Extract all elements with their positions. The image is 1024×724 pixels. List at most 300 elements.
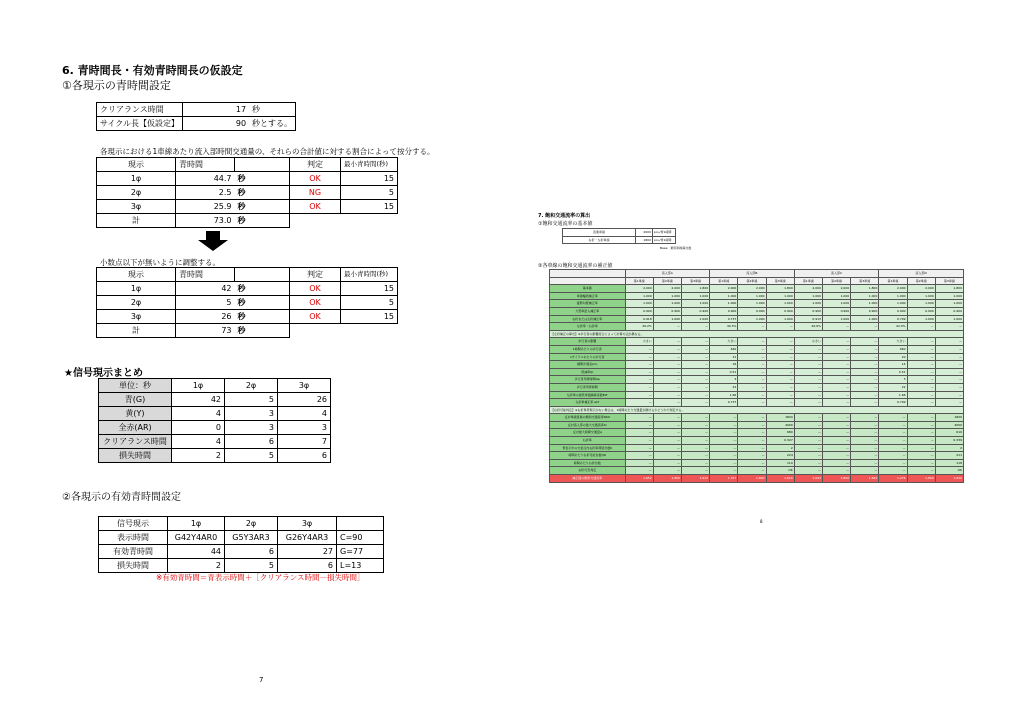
min-green-value: 15 [341, 310, 398, 324]
row-value: — [935, 391, 963, 399]
row-value: — [710, 421, 738, 429]
approach-header: 流入部D [879, 270, 964, 278]
row-value: 118 [935, 459, 963, 467]
header-min-green: 最小青時間(秒) [341, 158, 398, 172]
row-value: 1.000 [766, 292, 794, 300]
row-value: — [681, 444, 709, 452]
row-value: — [851, 429, 879, 437]
eff-header-2: 2φ [225, 517, 278, 531]
row-value: — [710, 444, 738, 452]
row-value: — [822, 437, 850, 445]
row-value: — [822, 383, 850, 391]
row-value: — [935, 345, 963, 353]
row-value: — [879, 414, 907, 422]
row-value: — [681, 345, 709, 353]
row-label: 歩行者の影響 [550, 338, 626, 346]
row-value: 26.2% [625, 323, 653, 331]
row-value: 2,000 [879, 285, 907, 293]
row-value: — [907, 452, 935, 460]
row-value: — [681, 399, 709, 407]
row-value: — [681, 459, 709, 467]
phase-label: 計 [97, 324, 176, 338]
row-value: — [935, 383, 963, 391]
lane-header-row [550, 277, 964, 285]
eff-value: 2 [168, 559, 225, 573]
row-value: — [625, 421, 653, 429]
min-green-value: 5 [341, 296, 398, 310]
row-value: — [710, 467, 738, 475]
summary-value: 3 [278, 421, 331, 435]
summary-row-label: 黄(Y) [99, 407, 172, 421]
row-value: — [653, 444, 681, 452]
section-separator-row [550, 330, 964, 338]
row-value: — [766, 353, 794, 361]
judge-value: NG [290, 186, 341, 200]
effective-green-table [98, 516, 384, 573]
lane-header: 第3車線 [935, 277, 963, 285]
row-value: — [879, 459, 907, 467]
row-value: — [907, 414, 935, 422]
blank-cell [550, 277, 626, 285]
row-value: — [822, 361, 850, 369]
row-value: 小さい [625, 338, 653, 346]
row-value: — [794, 444, 822, 452]
row-value: 640 [710, 345, 738, 353]
base-note: Base：乗用車換算台数 [660, 246, 692, 250]
row-value: 40.3% [710, 323, 738, 331]
row-value: — [907, 338, 935, 346]
row-value: 0.900 [851, 307, 879, 315]
eff-value: G42Y4AR0 [168, 531, 225, 545]
eff-value: C=90 [337, 531, 384, 545]
row-value: 1.66 [710, 391, 738, 399]
row-value: — [879, 452, 907, 460]
lane-header: 第2車線 [822, 277, 850, 285]
row-value: 1,800 [766, 285, 794, 293]
blank-cell [550, 270, 626, 278]
row-value: — [851, 444, 879, 452]
green-time-unit: 秒 [235, 282, 290, 296]
row-value: — [766, 368, 794, 376]
row-value: — [822, 459, 850, 467]
row-value: 1.000 [822, 300, 850, 308]
row-value: — [653, 368, 681, 376]
row-value: 1.000 [851, 300, 879, 308]
header-phase: 現示 [97, 268, 176, 282]
row-value: 16 [710, 361, 738, 369]
row-value: 1.000 [738, 315, 766, 323]
summary-value: 5 [225, 449, 278, 463]
row-value: 1.000 [935, 300, 963, 308]
row-label: 横断歩道長(m) [550, 361, 626, 369]
row-value: — [851, 345, 879, 353]
row-value: OK [766, 467, 794, 475]
min-green-value [341, 214, 398, 228]
table-row [550, 315, 964, 323]
summary-value: 4 [172, 435, 225, 449]
right-title: 7. 飽和交通流率の算出 [538, 213, 591, 219]
row-value: 211 [935, 452, 963, 460]
header-green: 青時間 [176, 268, 235, 282]
row-value: 1.000 [766, 300, 794, 308]
green-time-unit: 秒 [235, 324, 290, 338]
row-value: 0.900 [625, 307, 653, 315]
row-label: 右折可否判定 [550, 467, 626, 475]
row-value: 0.900 [710, 307, 738, 315]
eff-value: 27 [278, 545, 337, 559]
final-row-value: 1,800 [653, 475, 681, 483]
row-value: — [710, 414, 738, 422]
approach-header-row [550, 270, 964, 278]
row-value: — [935, 323, 963, 331]
effective-green-formula-note: ※有効青時間＝青表示時間＋［クリアランス時間－損失時間］ [156, 573, 365, 582]
judge-value: OK [290, 296, 341, 310]
row-value: 0.900 [907, 307, 935, 315]
row-value: — [907, 376, 935, 384]
lane-header: 第1車線 [710, 277, 738, 285]
phase-label: 3φ [97, 310, 176, 324]
row-value: — [625, 459, 653, 467]
eff-value: 6 [278, 559, 337, 573]
row-value: — [851, 323, 879, 331]
row-value: — [625, 452, 653, 460]
summary-value: 4 [172, 407, 225, 421]
table-row [550, 353, 964, 361]
row-value: — [935, 338, 963, 346]
row-value: — [738, 376, 766, 384]
summary-value: 5 [225, 393, 278, 407]
phase-label: 計 [97, 214, 176, 228]
row-value: OK [935, 467, 963, 475]
table-row [550, 368, 964, 376]
lane-header: 第1車線 [625, 277, 653, 285]
row-value: — [681, 368, 709, 376]
allocation-note: 各現示における1車線あたり流入部時間交通量の、それらの合計値に対する割合によって按分する。 [100, 147, 435, 156]
row-value: — [907, 467, 935, 475]
row-label: 右折または左折補正率 [550, 315, 626, 323]
row-value: — [653, 353, 681, 361]
row-value: — [851, 421, 879, 429]
phase-label: 1φ [97, 282, 176, 296]
row-value: — [766, 345, 794, 353]
eff-row-label: 表示時間 [99, 531, 168, 545]
eff-header-0: 信号現示 [99, 517, 168, 531]
row-value: 1,800 [851, 285, 879, 293]
final-row-value: 1,620 [935, 475, 963, 483]
row-label: 1サイクルあたりの歩行者 [550, 353, 626, 361]
row-value: — [738, 338, 766, 346]
eff-header-1: 1φ [168, 517, 225, 531]
table-row [550, 444, 964, 452]
table-row [99, 531, 384, 545]
row-value: — [653, 414, 681, 422]
summary-header-2: 2φ [225, 379, 278, 393]
table-row [550, 467, 964, 475]
table-row [99, 435, 331, 449]
row-value: — [851, 338, 879, 346]
clearance-label: クリアランス時間 [97, 103, 183, 117]
row-value: — [907, 459, 935, 467]
final-row-value: 1,276 [879, 475, 907, 483]
row-value: — [738, 399, 766, 407]
row-value: 1.000 [738, 292, 766, 300]
cycle-value: 90 [183, 117, 250, 131]
final-row-value: 1,643 [794, 475, 822, 483]
row-value: — [681, 467, 709, 475]
row-value: — [794, 391, 822, 399]
row-value: — [851, 361, 879, 369]
row-value: — [625, 467, 653, 475]
row-value: — [935, 368, 963, 376]
table-row [550, 376, 964, 384]
row-value: — [822, 452, 850, 460]
row-value: — [822, 444, 850, 452]
row-value: — [822, 391, 850, 399]
row-value: — [738, 323, 766, 331]
row-value: — [710, 437, 738, 445]
row-value: — [738, 459, 766, 467]
header-judge: 判定 [290, 158, 341, 172]
row-value: — [822, 338, 850, 346]
row-value: 0.900 [738, 307, 766, 315]
eff-value: 5 [225, 559, 278, 573]
saturation-correction-table [549, 269, 964, 483]
row-value: 1820 [935, 414, 963, 422]
row-value: — [907, 437, 935, 445]
row-value: 1.000 [822, 315, 850, 323]
min-green-value [341, 324, 398, 338]
row-value: 20 [879, 353, 907, 361]
lane-header: 第3車線 [851, 277, 879, 285]
row-value: 2 [766, 444, 794, 452]
row-value: — [822, 345, 850, 353]
row-label: 左折車の最低車頭換算係数ELT [550, 391, 626, 399]
final-row-value: 1,620 [851, 475, 879, 483]
row-value: — [851, 376, 879, 384]
right-sub1: ①飽和交通流率の基本値 [538, 221, 593, 227]
row-value: — [822, 368, 850, 376]
summary-value: 6 [225, 435, 278, 449]
row-value: — [907, 368, 935, 376]
row-value: — [879, 437, 907, 445]
table-row [550, 452, 964, 460]
row-value: — [738, 414, 766, 422]
row-value: — [710, 459, 738, 467]
judge-value: OK [290, 310, 341, 324]
row-value: 0.709 [879, 399, 907, 407]
row-value: 1,800 [935, 285, 963, 293]
row-value: — [879, 429, 907, 437]
row-value: — [625, 353, 653, 361]
row-value: — [794, 361, 822, 369]
green-time-value: 44.7 [176, 172, 235, 186]
final-row-value: 1,800 [738, 475, 766, 483]
row-value: — [625, 361, 653, 369]
row-value: — [794, 437, 822, 445]
clearance-value: 17 [183, 103, 250, 117]
summary-value: 4 [278, 407, 331, 421]
base-label: 右折・左折車線 [563, 236, 636, 244]
summary-value: 6 [278, 449, 331, 463]
row-value: 26.6% [794, 323, 822, 331]
lane-header: 第1車線 [794, 277, 822, 285]
table-row [563, 236, 676, 244]
row-value: — [681, 383, 709, 391]
row-label: 右折率 [550, 437, 626, 445]
summary-title: ★信号現示まとめ [64, 368, 143, 379]
table-row [97, 310, 398, 324]
row-value: 1.000 [794, 300, 822, 308]
green-time-unit: 秒 [235, 172, 290, 186]
row-value: — [653, 437, 681, 445]
row-value: — [738, 452, 766, 460]
row-value: — [681, 323, 709, 331]
row-value: — [625, 383, 653, 391]
row-value: — [794, 414, 822, 422]
row-value: — [710, 452, 738, 460]
row-value: 0.900 [879, 307, 907, 315]
row-value: — [935, 361, 963, 369]
row-value: 3 [879, 376, 907, 384]
table-row [550, 345, 964, 353]
summary-value: 3 [225, 421, 278, 435]
section-note: 【右折可能判定】※右折専用現示がない場合は、1時間あたり交通量が捌けるかどうかで判定する。 [550, 406, 964, 414]
row-value: 1.000 [738, 300, 766, 308]
table-row [97, 324, 398, 338]
row-value: — [822, 429, 850, 437]
row-value: — [681, 429, 709, 437]
eff-header-3: 3φ [278, 517, 337, 531]
table-row [563, 229, 676, 237]
section-title: 6. 青時間長・有効青時間長の仮設定 [62, 64, 243, 77]
approach-header: 流入部B [710, 270, 795, 278]
row-value: 1.000 [710, 292, 738, 300]
summary-row-label: 損失時間 [99, 449, 172, 463]
row-value: — [625, 399, 653, 407]
row-value: — [625, 368, 653, 376]
eff-value: G26Y4AR3 [278, 531, 337, 545]
row-label: 歩行者用青時間 [550, 383, 626, 391]
row-value: — [935, 376, 963, 384]
row-label: 反対最大時間交通量q [550, 429, 626, 437]
row-value: — [907, 399, 935, 407]
row-value: 660 [879, 345, 907, 353]
row-value: — [822, 414, 850, 422]
lane-header: 第2車線 [653, 277, 681, 285]
row-value: — [907, 345, 935, 353]
row-value: — [794, 467, 822, 475]
row-value: 4000 [935, 421, 963, 429]
row-value: — [907, 444, 935, 452]
cycle-label: サイクル長【仮設定】 [97, 117, 183, 131]
row-value: — [653, 399, 681, 407]
row-value: — [907, 323, 935, 331]
eff-value: 44 [168, 545, 225, 559]
row-value: — [681, 353, 709, 361]
clearance-unit: 秒 [249, 103, 296, 117]
table-row [550, 285, 964, 293]
final-row-value: 1,800 [907, 475, 935, 483]
header-judge: 判定 [290, 268, 341, 282]
row-label: 反対流入部の最大交通流率Sr [550, 421, 626, 429]
row-value: — [653, 376, 681, 384]
lane-header: 第1車線 [879, 277, 907, 285]
green-time-table-initial [96, 157, 398, 228]
row-value: — [681, 414, 709, 422]
row-value: 1.000 [653, 315, 681, 323]
row-value: — [879, 467, 907, 475]
row-value: 1.000 [625, 292, 653, 300]
green-time-unit: 秒 [235, 200, 290, 214]
table-row [550, 383, 964, 391]
row-value: — [738, 437, 766, 445]
row-value: 大きい [879, 338, 907, 346]
row-value: — [794, 353, 822, 361]
min-green-value: 15 [341, 200, 398, 214]
row-value: 1.000 [681, 292, 709, 300]
row-value: 2,000 [794, 285, 822, 293]
table-row [97, 296, 398, 310]
row-value: — [794, 376, 822, 384]
green-time-value: 42 [176, 282, 235, 296]
row-value: 0.918 [625, 315, 653, 323]
row-value: — [907, 421, 935, 429]
row-value: 1.000 [907, 315, 935, 323]
row-label: 時間あたり右折台数 [550, 459, 626, 467]
table-row [550, 323, 964, 331]
green-time-unit: 秒 [235, 310, 290, 324]
row-value: — [681, 361, 709, 369]
table-row [97, 186, 398, 200]
row-value: — [766, 323, 794, 331]
row-value: — [794, 368, 822, 376]
summary-row-label: 全赤(AR) [99, 421, 172, 435]
row-value: 1.000 [907, 300, 935, 308]
row-value: — [653, 383, 681, 391]
summary-header-unit: 単位：秒 [99, 379, 172, 393]
row-value: 0.51 [710, 368, 738, 376]
row-value: 2,000 [653, 285, 681, 293]
row-value: 0.737 [710, 315, 738, 323]
row-value: 0.709 [879, 315, 907, 323]
row-value: — [738, 383, 766, 391]
table-row [550, 429, 964, 437]
summary-value: 2 [172, 449, 225, 463]
phase-label: 2φ [97, 296, 176, 310]
final-row-value: 1,800 [822, 475, 850, 483]
row-value: 0.737 [710, 399, 738, 407]
row-value: — [794, 399, 822, 407]
header-blank [235, 268, 290, 282]
row-value: — [766, 376, 794, 384]
saturation-base-table [562, 228, 676, 244]
row-value: — [625, 391, 653, 399]
lane-header: 第3車線 [681, 277, 709, 285]
base-label: 直進車線 [563, 229, 636, 237]
row-value: — [907, 353, 935, 361]
row-value: 1.000 [681, 315, 709, 323]
row-value: — [907, 383, 935, 391]
green-time-value: 26 [176, 310, 235, 324]
adjust-note: 小数点以下が無いように調整する。 [100, 258, 220, 267]
row-value: 1.000 [935, 315, 963, 323]
row-value: — [851, 452, 879, 460]
row-value: — [766, 391, 794, 399]
row-value: 2,000 [738, 285, 766, 293]
row-value: — [794, 452, 822, 460]
lane-header: 第3車線 [766, 277, 794, 285]
base-value: 1800 [636, 236, 653, 244]
